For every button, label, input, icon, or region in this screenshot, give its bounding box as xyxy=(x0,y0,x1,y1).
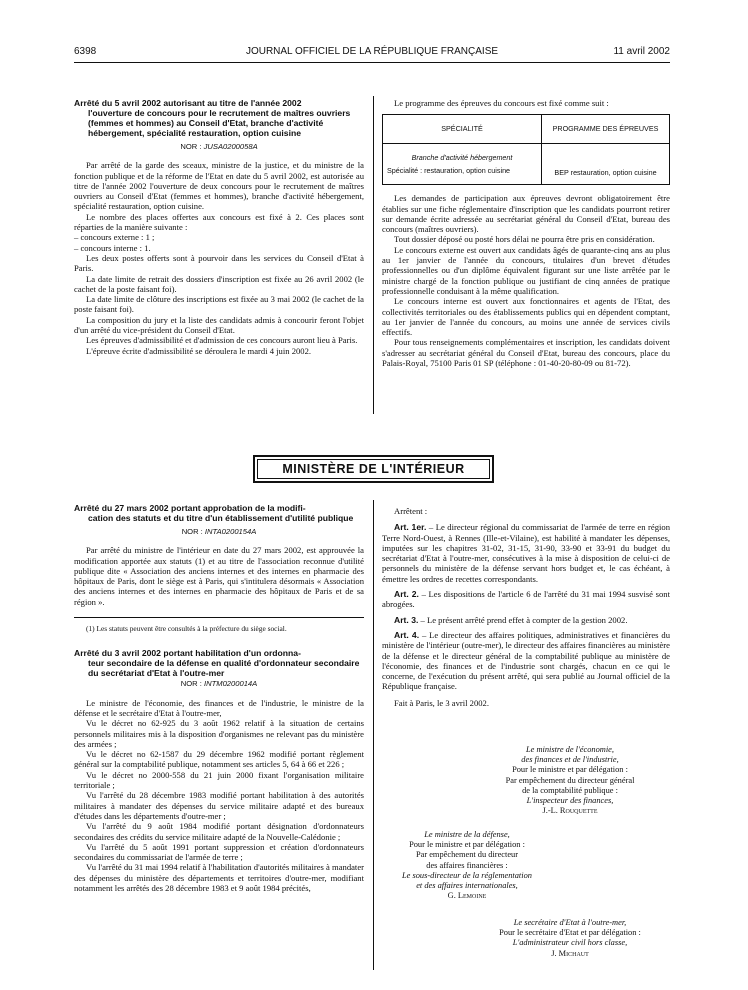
table-cell-programme: BEP restauration, option cuisine xyxy=(542,144,670,185)
article-3: Art. 3. – Le présent arrêté prend effet à compter de la gestion 2002. xyxy=(394,614,628,625)
paragraph: La date limite de retrait des dossiers d'inscription est fixée au 26 avril 2002 (le cachet de la poste faisant foi). xyxy=(74,273,364,294)
paragraph: Tout dossier déposé ou posté hors délai ne pourra être pris en considération. xyxy=(394,234,655,245)
table-cell-specialite: Branche d'activité hébergement Spécialité : restauration, option cuisine xyxy=(383,144,542,185)
nor-reference: NOR : INTA0200154A xyxy=(181,527,257,536)
signature-outremer: Le secrétaire d'Etat à l'outre-mer, Pour le secrétaire d'Etat et par délégation : L'administrateur civil hors classe, J. Michaut xyxy=(499,918,641,958)
table-header-programme: PROGRAMME DES ÉPREUVES xyxy=(542,115,670,144)
article-statuts xyxy=(74,503,364,893)
page-number: 6398 xyxy=(74,46,97,57)
list-item: – concours interne : 1. xyxy=(74,242,151,253)
header-rule xyxy=(74,62,670,63)
paragraph: Les deux postes offerts sont à pourvoir dans les services du Conseil d'Etat à Paris. xyxy=(74,252,364,274)
article-habilitation-continued xyxy=(382,506,670,714)
nor-reference: NOR : JUSA0200058A xyxy=(180,142,258,151)
footnote: (1) Les statuts peuvent être consultés à la préfecture du siège social. xyxy=(74,617,364,634)
ministry-heading-box xyxy=(253,455,494,483)
paragraph: Vu l'arrêté du 9 août 1984 modifié portant désignation d'ordonnateurs secondaires des crédits du service militaire adapté de la Nouvelle-Calédonie ; xyxy=(74,821,364,842)
issue-date: 11 avril 2002 xyxy=(613,46,670,57)
article-title: Arrêté du 5 avril 2002 autorisant au titre de l'année 2002 l'ouverture de concours pour le recrutement de maîtres ouvriers (femmes et hommes) au Conseil d'Etat, branche d'activité hébergement, spécialité restauration, option cuisine xyxy=(74,98,351,138)
nor-reference: NOR : INTM0200014A xyxy=(180,679,258,689)
article-1: Art. 1er. – Le directeur régional du commissariat de l'armée de terre en région Terre Nord-Ouest, à Rennes (Ille-et-Vilaine), est habilité à mandater les dépenses, imputées sur les chapitres 31-02, 31-15, 31-90, 33-90 et 33-91 du budget du secrétariat d'Etat à l'outre-mer, consécutives à la mise à disposition de celui-ci de personnels du ministère de la défense servant hors budget et, le cas échéant, à émettre les ordres de recettes correspondants. xyxy=(382,522,670,584)
table-header-specialite: SPÉCIALITÉ xyxy=(383,115,542,144)
paragraph: Le nombre des places offertes aux concours est fixé à 2. Ces places sont réparties de la manière suivante : xyxy=(74,211,364,233)
article-title: Arrêté du 27 mars 2002 portant approbation de la modifi- cation des statuts et du titre d'un établissement d'utilité publique xyxy=(74,503,354,523)
paragraph: Vu le décret no 62-925 du 3 août 1962 relatif à la situation de certains personnels militaires mis à la disposition d'organismes ne relevant pas du ministère des armées ; xyxy=(74,718,364,749)
paragraph: Vu le décret no 62-1587 du 29 décembre 1962 modifié portant règlement général sur la comptabilité publique, notamment ses articles 5, 64 à 66 et 226 ; xyxy=(74,749,364,770)
paragraph: La composition du jury et la liste des candidats admis à concourir feront l'objet d'un arrêté du vice-président du Conseil d'Etat. xyxy=(74,314,364,336)
article-maitres-ouvriers-continued xyxy=(382,98,670,368)
paragraph: Le concours externe est ouvert aux candidats âgés de quarante-cinq ans au plus au 1er janvier de l'année du concours, titulaires d'un brevet d'études professionnelles ou d'un diplôme équivalent figurant sur une liste arrêtée par le ministre chargé de la fonction publique ou justifiant de cinq années de pratique professionnelle conduisant à la même qualification. xyxy=(382,244,670,296)
article-habilitation xyxy=(74,648,364,893)
paragraph: Par arrêté du ministre de l'intérieur en date du 27 mars 2002, est approuvée la modification apportée aux statuts (1) et au titre de l'association reconnue d'utilité publique dite « Association des anciens internes et des internes en pharmacie des hôpitaux de Paris, dont le siège est à Paris, qui s'intitulera désormais « Association des anciens internes et des internes en pharmacie des hôpitaux de Paris et de sa région ». xyxy=(74,545,364,607)
paragraph: L'épreuve écrite d'admissibilité se déroulera le mardi 4 juin 2002. xyxy=(86,345,312,356)
paragraph: Les épreuves d'admissibilité et d'admission de ces concours auront lieu à Paris. xyxy=(86,335,358,346)
paragraph: Le ministre de l'économie, des finances et de l'industrie, le ministre de la défense et le secrétaire d'Etat à l'outre-mer, xyxy=(74,697,364,718)
list-item: – concours externe : 1 ; xyxy=(74,232,155,243)
ministry-heading: MINISTÈRE DE L'INTÉRIEUR xyxy=(257,459,490,479)
paragraph: Les demandes de participation aux épreuves devront obligatoirement être établies sur une fiche réglementaire d'inscription que les candidats pourront retirer sur demande écrite adressée au secrétariat général du Conseil d'Etat, bureau des concours (maîtres ouvriers). xyxy=(382,193,670,235)
paragraph: La date limite de clôture des inscriptions est fixée au 3 mai 2002 (le cachet de la poste faisant foi). xyxy=(74,294,364,315)
signature-defense: Le ministre de la défense, Pour le ministre et par délégation : Par empêchement du directeur des affaires financières : Le sous-directeur de la réglementation et des affaires internationales, G. Lemoine xyxy=(402,830,532,901)
paragraph: Vu l'arrêté du 31 mai 1994 relatif à l'habilitation d'autorités militaires à mandater des dépenses du ministère des départements et territoires d'outre-mer, modifiant notamment les arrêtés des 28 décembre 1983 et 9 août 1984 précités, xyxy=(74,862,364,894)
paragraph: Vu l'arrêté du 5 août 1991 portant suppression et création d'ordonnateurs secondaires du commissariat de l'armée de terre ; xyxy=(74,841,364,863)
signature-economie: Le ministre de l'économie, des finances et de l'industrie, Pour le ministre et par délégation : Par empêchement du directeur général de la comptabilité publique : L'inspecteur des finances, J.-L. Rouquette xyxy=(505,745,635,816)
article-2: Art. 2. – Les dispositions de l'article 6 de l'arrêté du 31 mai 1994 susvisé sont abrogées. xyxy=(382,589,670,610)
page-header xyxy=(74,46,670,62)
paragraph: Vu le décret no 2000-558 du 21 juin 2000 fixant l'organisation militaire territoriale ; xyxy=(74,769,364,791)
column-divider-top xyxy=(373,96,374,414)
paragraph: Vu l'arrêté du 28 décembre 1983 modifié portant habilitation à des autorités militaires à mandater des dépenses du service militaire adapté et des bureaux d'études dans les départements d'outre-mer ; xyxy=(74,790,364,821)
signing-date: Fait à Paris, le 3 avril 2002. xyxy=(394,697,489,708)
article-maitres-ouvriers xyxy=(74,98,364,356)
article-title: Arrêté du 3 avril 2002 portant habilitation d'un ordonna- teur secondaire de la défense en qualité d'ordonnateur secondaire du secrétariat d'Etat à l'outre-mer xyxy=(74,648,360,679)
programme-intro: Le programme des épreuves du concours est fixé comme suit : xyxy=(394,98,609,108)
programme-table xyxy=(382,114,670,185)
arretent: Arrêtent : xyxy=(394,506,428,516)
paragraph: Par arrêté de la garde des sceaux, ministre de la justice, et du ministre de la fonction publique et de la réforme de l'Etat en date du 5 avril 2002, est autorisée au titre de l'année 2002 l'ouverture de deux concours pour le recrutement de maîtres ouvriers au Conseil d'Etat (femmes et hommes), branche d'activité hébergement, spécialité restauration, option cuisine. xyxy=(74,160,364,212)
article-4: Art. 4. – Le directeur des affaires politiques, administratives et financières du ministère de l'intérieur (outre-mer), le directeur des affaires financières au ministère de la défense et le directeur général de la comptabilité publique au ministère de l'économie, des finances et de l'industrie sont chargés, chacun en ce qui le concerne, de l'exécution du présent arrêté, qui sera publié au Journal officiel de la République française. xyxy=(382,629,671,692)
paragraph: Pour tous renseignements complémentaires et inscription, les candidats doivent s'adresser au secrétariat général du Conseil d'Etat, bureau des concours, place du Palais-Royal, 75100 Paris 01 SP (téléphone : 01-40-20-80-09 ou 81-72). xyxy=(382,337,670,369)
paragraph: Le concours interne est ouvert aux fonctionnaires et agents de l'Etat, des collectivités territoriales ou des établissements publics qui en dépendent comptant, au 1er janvier de l'année du concours, au moins une année de services civils effectifs. xyxy=(382,296,670,338)
journal-title: JOURNAL OFFICIEL DE LA RÉPUBLIQUE FRANÇAISE xyxy=(245,46,499,57)
